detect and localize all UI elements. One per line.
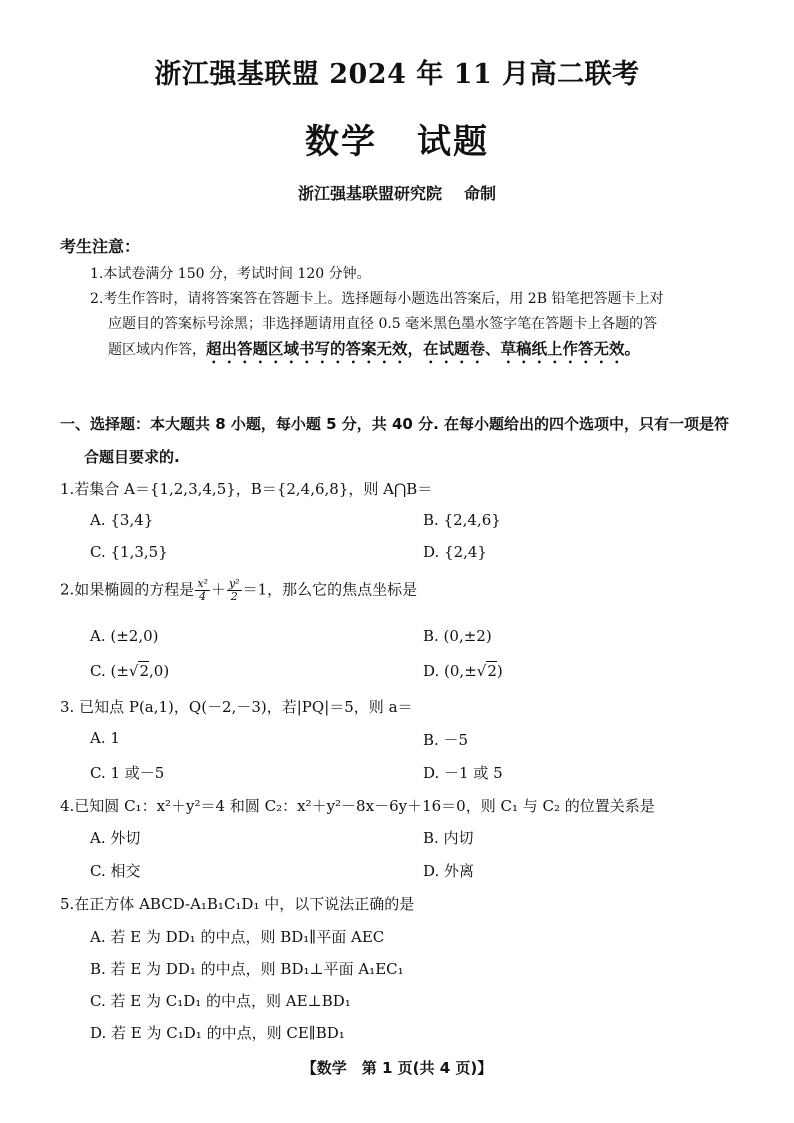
question-5-option-c: C. 若 E 为 C₁D₁ 的中点，则 AE⊥BD₁ [90, 992, 351, 1010]
page-footer: 【数学 第 1 页(共 4 页)】 [301, 1059, 493, 1077]
question-5-option-b: B. 若 E 为 DD₁ 的中点，则 BD₁⊥平面 A₁EC₁ [90, 960, 404, 978]
fraction-x-squared-over-4 [195, 578, 210, 603]
question-1-option-d: D. {2,4} [423, 543, 487, 561]
fraction-numerator: x² [197, 577, 208, 590]
question-3-option-c: C. 1 或－5 [90, 764, 165, 782]
question-5-option-a: A. 若 E 为 DD₁ 的中点，则 BD₁∥平面 AEC [90, 928, 385, 946]
question-4-option-b: B. 内切 [423, 829, 474, 847]
notice-emphasis-text: 超出答题区域书写的答案无效，在试题卷、草稿纸上作答无效。 [206, 340, 641, 358]
option-prefix: C. (± [90, 662, 129, 680]
exam-title: 浙江强基联盟 2024 年 11 月高二联考 [154, 59, 640, 90]
maker-word: 命制 [464, 184, 497, 203]
section-heading-line-2: 合题目要求的. [84, 448, 180, 466]
question-4-option-a: A. 外切 [90, 829, 141, 847]
notice-plain-text: 题区域内作答， [108, 342, 206, 358]
maker-line [0, 181, 794, 204]
question-1-option-a: A. {3,4} [90, 511, 154, 529]
radicand: 2 [487, 662, 497, 680]
question-2-option-a: A. (±2,0) [90, 627, 159, 645]
question-4-option-d: D. 外离 [423, 862, 475, 880]
fraction-denominator: 4 [199, 590, 207, 603]
notice-item-1: 1.本试卷满分 150 分，考试时间 120 分钟。 [90, 266, 371, 282]
plus-sign: ＋ [210, 580, 226, 599]
question-2-stem-suffix: ＝1，那么它的焦点坐标是 [242, 580, 418, 599]
notice-heading: 考生注意： [60, 237, 141, 256]
subject-title [0, 114, 794, 163]
maker-org: 浙江强基联盟研究院 [297, 184, 442, 203]
fraction-y-squared-over-2 [227, 578, 242, 603]
question-2-stem-prefix: 2.如果椭圆的方程是 [60, 580, 195, 599]
subject-name: 数学 [305, 122, 377, 162]
question-1-option-b: B. {2,4,6} [423, 511, 501, 529]
question-2-option-b: B. (0,±2) [423, 627, 492, 645]
radicand: 2 [139, 662, 150, 680]
question-3-option-d: D. －1 或 5 [423, 764, 503, 782]
question-4-stem: 4.已知圆 C₁：x²＋y²＝4 和圆 C₂：x²＋y²－8x－6y＋16＝0，则 C₁ 与 C₂ 的位置关系是 [60, 797, 655, 815]
question-3-stem: 3. 已知点 P(a,1)，Q(－2,－3)，若|PQ|＝5，则 a＝ [60, 698, 413, 716]
notice-item-2-line-2: 应题目的答案标号涂黑；非选择题请用直径 0.5 毫米黑色墨水签字笔在答题卡上各题的答 [108, 316, 658, 332]
option-suffix: ) [496, 662, 503, 680]
section-heading-line-1: 一、选择题：本大题共 8 小题，每小题 5 分，共 40 分. 在每小题给出的四个选项中，只有一项是符 [60, 415, 730, 433]
question-5-option-d: D. 若 E 为 C₁D₁ 的中点，则 CE∥BD₁ [90, 1024, 345, 1042]
question-1-option-c: C. {1,3,5} [90, 543, 168, 561]
question-2-option-c: C. (±√2,0) [90, 662, 170, 680]
notice-item-2-line-3 [108, 337, 640, 367]
subject-type: 试题 [417, 122, 489, 162]
question-3-option-a: A. 1 [90, 729, 120, 747]
question-1-stem: 1.若集合 A＝{1,2,3,4,5}，B＝{2,4,6,8}，则 A⋂B＝ [60, 480, 433, 498]
question-3-option-b: B. －5 [423, 731, 469, 749]
option-prefix: D. (0,± [423, 662, 477, 680]
fraction-denominator: 2 [230, 590, 238, 603]
notice-item-2-line-1: 2.考生作答时，请将答案答在答题卡上。选择题每小题选出答案后，用 2B 铅笔把答题卡上对 [90, 291, 664, 307]
question-2-stem [60, 578, 417, 603]
question-5-stem: 5.在正方体 ABCD-A₁B₁C₁D₁ 中，以下说法正确的是 [60, 895, 415, 913]
fraction-numerator: y² [228, 577, 240, 590]
option-suffix: ,0) [149, 662, 170, 680]
question-4-option-c: C. 相交 [90, 862, 141, 880]
question-2-option-d: D. (0,±√2) [423, 662, 503, 680]
